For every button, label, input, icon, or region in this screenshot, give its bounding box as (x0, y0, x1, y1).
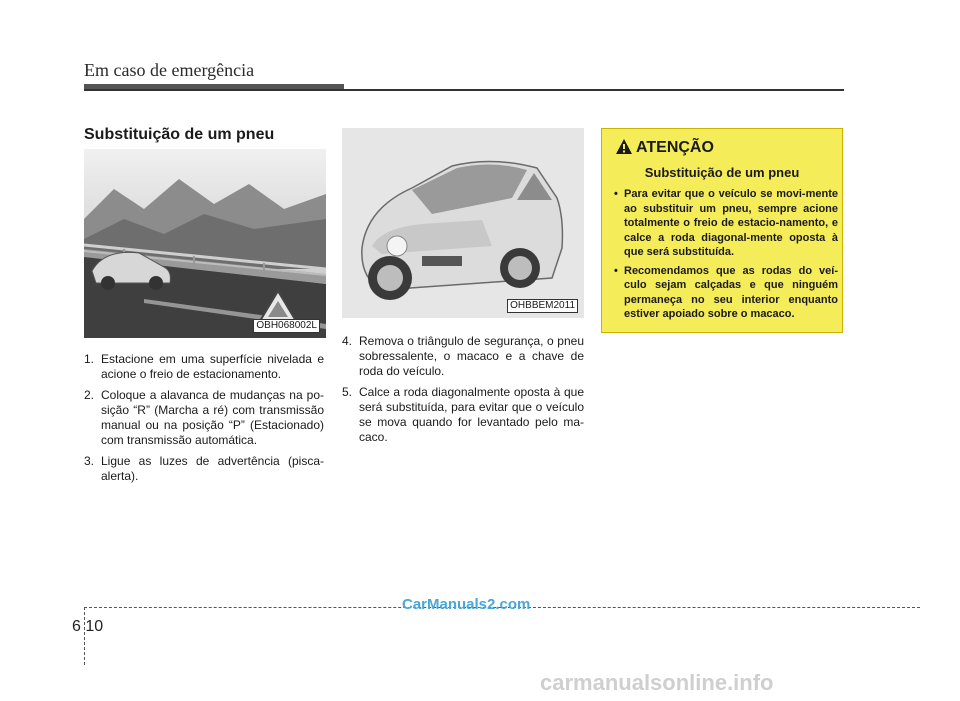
warning-triangle-icon (616, 139, 632, 159)
warning-heading: ATENÇÃO (616, 139, 714, 159)
list-item: 2. Coloque a alavanca de mudanças na po-sição “R” (Marcha a ré) com transmissão manual ou na posição “P” (Estacionado) com transmissão automática. (84, 388, 324, 447)
figure-code: OHBBEM2011 (507, 299, 578, 313)
watermark-top[interactable]: CarManuals2.com (402, 596, 531, 613)
chapter-title: Em caso de emergência (84, 60, 255, 80)
figure-code: OBH068002L (253, 319, 320, 333)
list-item: 1. Estacione em uma superfície nivelada e acione o freio de estacionamento. (84, 352, 324, 381)
footer-vertical-rule (84, 607, 85, 665)
watermark-bottom[interactable]: carmanualsonline.info (540, 670, 774, 695)
steps-list-middle (342, 334, 584, 451)
list-item: 4. Remova o triângulo de segurança, o pneu sobressalente, o macaco e a chave de roda do veículo. (342, 334, 584, 378)
header-rule (84, 89, 844, 91)
roadside-illustration (84, 149, 326, 338)
section-title: Substituição de um pneu (84, 126, 275, 143)
warning-box (601, 128, 843, 333)
list-item: • Para evitar que o veículo se movi-mente ao substituir um pneu, sempre acione totalmente o freio de estacio-namento, e calce a roda diagonal-mente oposta à que será substituída. (614, 187, 838, 260)
page-number: 6 10 (72, 618, 104, 635)
steps-list-left (84, 352, 324, 490)
warning-list (614, 187, 838, 326)
list-item: 5. Calce a roda diagonalmente oposta à que será substituída, para evitar que o veículo se mova quando for levantado pelo ma-caco. (342, 385, 584, 444)
warning-subtitle: Substituição de um pneu (644, 165, 800, 180)
list-item: • Recomendamos que as rodas do veí-culo sejam calçadas e que ninguém permaneça no seu interior enquanto estiver apoiado sobre o macaco. (614, 264, 838, 322)
list-item: 3. Ligue as luzes de advertência (pisca-alerta). (84, 454, 324, 483)
car-illustration (342, 128, 584, 318)
